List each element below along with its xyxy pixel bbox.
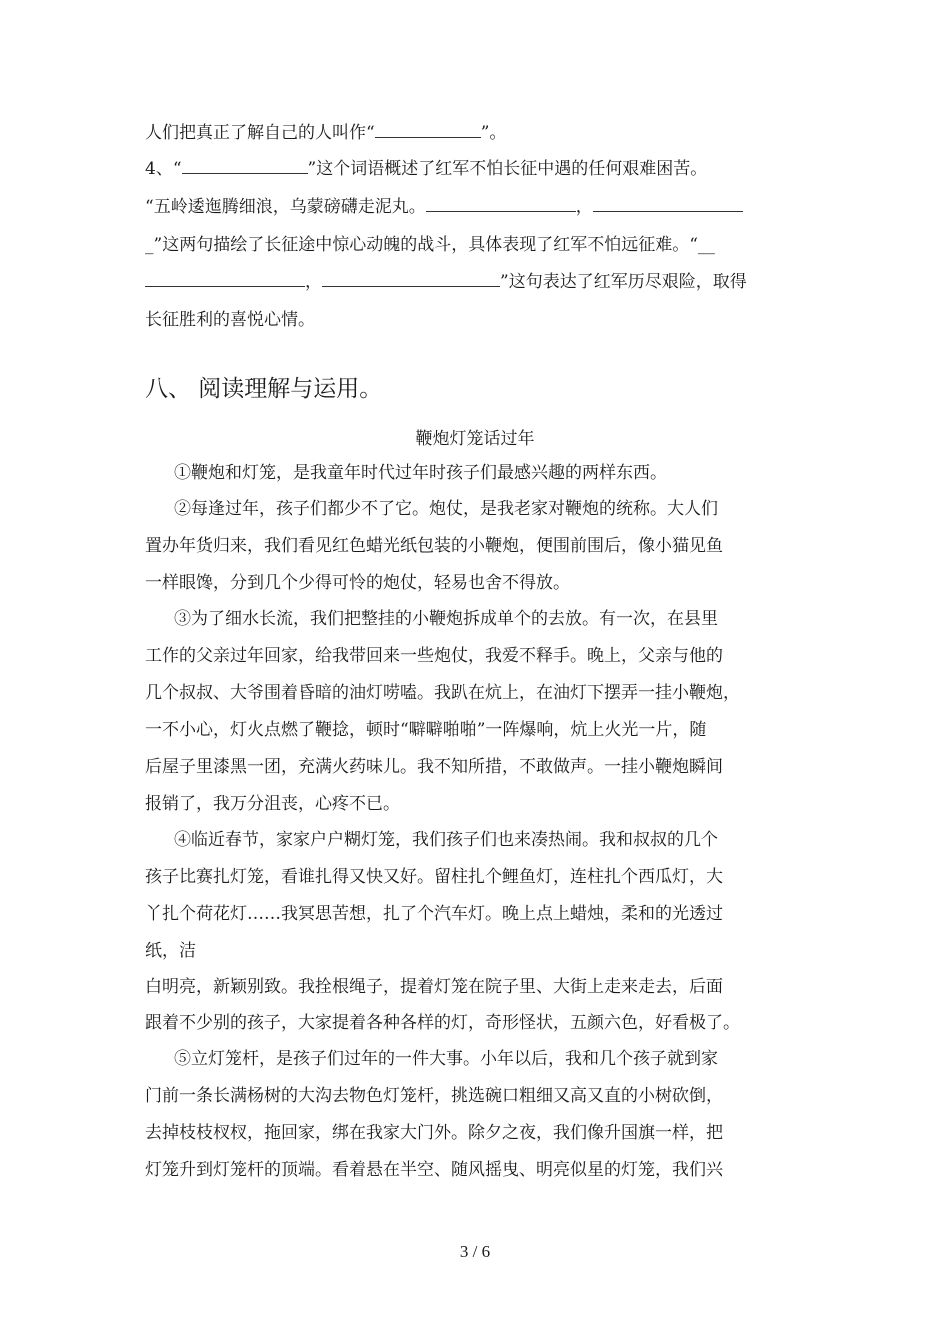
article-line: 跟着不少别的孩子，大家提着各种各样的灯，奇形怪状，五颜六色，好看极了。 [145, 1013, 740, 1033]
fill-line-6 [145, 309, 315, 331]
fill-line-5 [145, 271, 747, 293]
article-line: 报销了，我万分沮丧，心疼不已。 [145, 794, 400, 814]
fill-line-5-text-b: ”这句表达了红军历尽艰险，取得 [500, 272, 747, 292]
article-line: 几个叔叔、大爷围着昏暗的油灯唠嗑。我趴在炕上，在油灯下摆弄一挂小鞭炮， [145, 683, 740, 703]
fill-line-6-text: 长征胜利的喜悦心情。 [145, 310, 315, 330]
article-line: 置办年货归来，我们看见红色蜡光纸包装的小鞭炮，便围前围后，像小猫见鱼 [145, 536, 723, 556]
page-number: 3 / 6 [459, 1242, 491, 1261]
fill-line-3-text-b: ， [575, 197, 593, 217]
fill-line-3-text-a: “五岭逶迤腾细浪，乌蒙磅礴走泥丸。 [145, 197, 426, 217]
article-line: 去掉枝枝杈杈，拖回家，绑在我家大门外。除夕之夜，我们像升国旗一样，把 [145, 1123, 723, 1143]
article-line: ②每逢过年，孩子们都少不了它。炮仗，是我老家对鞭炮的统称。大人们 [174, 499, 718, 519]
answer-blank[interactable] [375, 123, 481, 138]
fill-line-2 [145, 158, 707, 180]
fill-line-1-text-b: ”。 [480, 123, 507, 143]
answer-blank[interactable] [322, 272, 500, 287]
article-line: ⑤立灯笼杆，是孩子们过年的一件大事。小年以后，我和几个孩子就到家 [174, 1049, 718, 1069]
fill-line-3 [145, 196, 743, 218]
fill-line-4 [145, 234, 715, 256]
article-line: ④临近春节，家家户户糊灯笼，我们孩子们也来凑热闹。我和叔叔的几个 [174, 830, 718, 850]
article-line: 门前一条长满杨树的大沟去物色灯笼杆，挑选碗口粗细又高又直的小树砍倒， [145, 1086, 723, 1106]
article-line: ③为了细水长流，我们把整挂的小鞭炮拆成单个的去放。有一次，在县里 [174, 609, 718, 629]
article-line: 纸，洁 [145, 941, 196, 961]
article-line: 一不小心，灯火点燃了鞭捻，顿时“噼噼啪啪”一阵爆响，炕上火光一片，随 [145, 720, 707, 740]
article-line: 工作的父亲过年回家，给我带回来一些炮仗，我爱不释手。晚上，父亲与他的 [145, 646, 723, 666]
article-line: ①鞭炮和灯笼，是我童年时代过年时孩子们最感兴趣的两样东西。 [174, 463, 667, 483]
article-line: 丫扎个荷花灯……我冥思苦想，扎了个汽车灯。晚上点上蜡烛，柔和的光透过 [145, 904, 723, 924]
fill-line-2-text-a: 4、“ [145, 159, 182, 179]
answer-blank[interactable] [426, 197, 576, 212]
article-line: 后屋子里漆黑一团，充满火药味儿。我不知所措，不敢做声。一挂小鞭炮瞬间 [145, 757, 723, 777]
answer-blank[interactable] [182, 159, 308, 174]
fill-line-5-text-a: ， [305, 272, 322, 292]
answer-blank[interactable] [145, 272, 305, 287]
article-line: 灯笼升到灯笼杆的顶端。看着悬在半空、随风摇曳、明亮似星的灯笼，我们兴 [145, 1160, 723, 1180]
section-heading: 八、 阅读理解与运用。 [145, 376, 383, 402]
fill-line-2-text-b: ”这个词语概述了红军不怕长征中遇的任何艰难困苦。 [307, 159, 708, 179]
article-title: 鞭炮灯笼话过年 [415, 429, 535, 449]
answer-blank[interactable] [593, 197, 743, 212]
article-line: 白明亮，新颖别致。我拴根绳子，提着灯笼在院子里、大街上走来走去，后面 [145, 977, 723, 997]
fill-line-1 [145, 122, 506, 144]
fill-line-1-text-a: 人们把真正了解自己的人叫作“ [145, 123, 375, 143]
article-line: 孩子比赛扎灯笼，看谁扎得又快又好。留柱扎个鲤鱼灯，连柱扎个西瓜灯，大 [145, 867, 723, 887]
fill-line-4-text: _”这两句描绘了长征途中惊心动魄的战斗，具体表现了红军不怕远征难。“__ [145, 235, 715, 255]
article-line: 一样眼馋，分到几个少得可怜的炮仗，轻易也舍不得放。 [145, 573, 570, 593]
